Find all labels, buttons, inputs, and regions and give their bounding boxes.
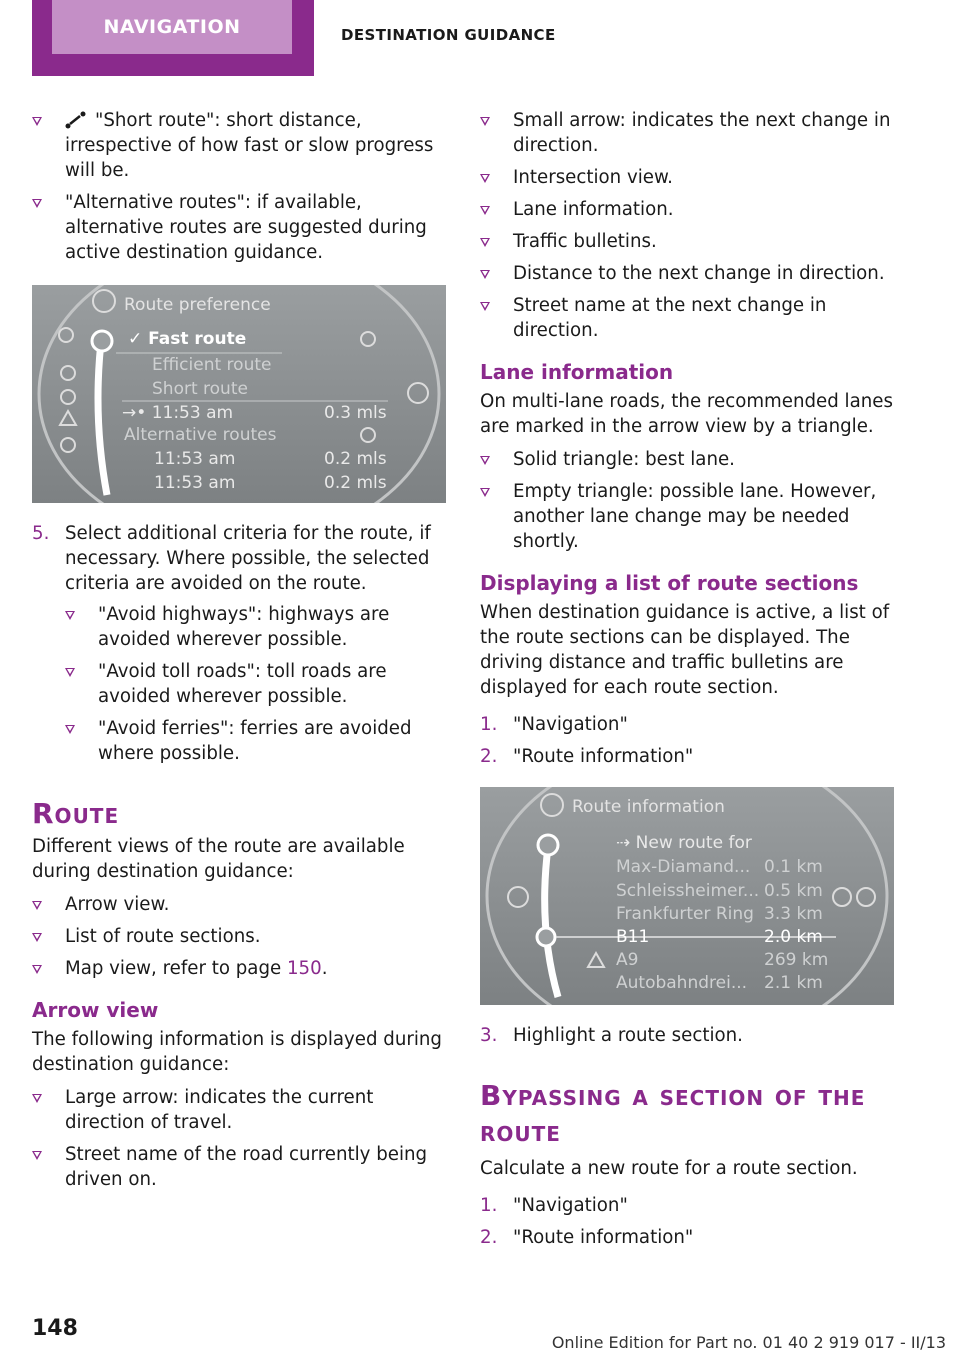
list-item: 2. "Route information" xyxy=(480,1227,694,1248)
step-list xyxy=(32,521,448,766)
section-heading-route: Route xyxy=(32,797,120,830)
menu-row: Schleissheimer... 0.5 km xyxy=(616,881,823,901)
arrow-info-list xyxy=(480,108,896,343)
list-item: 1. "Navigation" xyxy=(480,714,628,735)
triangle-bullet-icon xyxy=(480,238,490,247)
list-item: Lane information. xyxy=(480,197,896,222)
triangle-bullet-icon xyxy=(65,611,75,620)
route-views-list xyxy=(32,892,448,981)
avoid-options-list xyxy=(65,602,448,766)
route-type-list xyxy=(32,108,448,265)
menu-row: A9 269 km xyxy=(616,950,829,970)
route-sections-intro: When destination guidance is active, a list of the route sections can be displayed. The driving distance and traffic bulletins are displayed for each route section. xyxy=(480,602,890,698)
step-number: 1. xyxy=(480,714,498,735)
triangle-bullet-icon xyxy=(32,1151,42,1160)
list-item: Map view, refer to page 150. xyxy=(32,956,448,981)
step-number: 2. xyxy=(480,746,498,767)
list-item: "Alternative routes": if available, alternative routes are suggested during active destination guidance. xyxy=(32,190,448,265)
list-item: Traffic bulletins. xyxy=(480,229,896,254)
step-number: 5. xyxy=(32,523,50,544)
subsection-heading-route-sections: Displaying a list of route sections xyxy=(480,571,859,595)
triangle-bullet-icon xyxy=(32,1094,42,1103)
list-item: Small arrow: indicates the next change in direction. xyxy=(480,108,896,158)
list-item: 2. "Route information" xyxy=(480,746,694,767)
subsection-heading-lane-information: Lane information xyxy=(480,360,674,384)
left-column xyxy=(32,108,448,1199)
list-item: Solid triangle: best lane. xyxy=(480,447,896,472)
menu-row: Alternative routes xyxy=(124,425,277,445)
right-column xyxy=(480,108,896,1257)
menu-row: Max-Diamand... 0.1 km xyxy=(616,857,823,877)
screenshot-title: Route information xyxy=(572,797,725,817)
page-link[interactable]: 150 xyxy=(286,958,322,979)
lane-info-intro: On multi-lane roads, the recommended lanes are marked in the arrow view by a triangle. xyxy=(480,391,893,437)
header-section-label: NAVIGATION xyxy=(52,0,292,54)
list-item: 1. "Navigation" xyxy=(480,1195,628,1216)
route-icon: ⇢ xyxy=(616,833,636,853)
edition-footer: Online Edition for Part no. 01 40 2 919 017 - II/13 xyxy=(551,1333,946,1352)
triangle-bullet-icon xyxy=(480,174,490,183)
short-route-icon xyxy=(65,111,87,129)
step-number: 3. xyxy=(480,1025,498,1046)
list-item: Arrow view. xyxy=(32,892,448,917)
step-number: 1. xyxy=(480,1195,498,1216)
list-item: "Avoid highways": highways are avoided wherever possible. xyxy=(65,602,448,652)
menu-row: Frankfurter Ring 3.3 km xyxy=(616,904,823,924)
page-number: 148 xyxy=(32,1316,78,1341)
triangle-bullet-icon xyxy=(480,456,490,465)
triangle-bullet-icon xyxy=(480,488,490,497)
bypass-intro: Calculate a new route for a route section. xyxy=(480,1158,858,1179)
triangle-bullet-icon xyxy=(480,302,490,311)
route-preference-screenshot xyxy=(32,285,446,503)
arrow-view-intro: The following information is displayed during destination guidance: xyxy=(32,1029,442,1075)
section-heading-bypassing: Bypassing a section of the route xyxy=(480,1079,866,1148)
list-item: "Avoid ferries": ferries are avoided where possible. xyxy=(65,716,448,766)
triangle-bullet-icon xyxy=(480,270,490,279)
arrow-view-list xyxy=(32,1085,448,1192)
list-item: 5. Select additional criteria for the route, if necessary. Where possible, the selected criteria are avoided on the route. "Avoid highways": highways are avoided wherever possible. "Avoid toll roads": toll roads are avoided wherever possible. "Avoid ferries": ferries are avoided where possible. xyxy=(32,521,448,766)
list-item: Large arrow: indicates the current direction of travel. xyxy=(32,1085,448,1135)
triangle-bullet-icon xyxy=(32,933,42,942)
step-number: 2. xyxy=(480,1227,498,1248)
triangle-bullet-icon xyxy=(65,725,75,734)
menu-row: ✓ Fast route xyxy=(128,329,247,349)
list-item: "Short route": short distance, irrespective of how fast or slow progress will be. xyxy=(32,108,448,183)
triangle-bullet-icon xyxy=(32,965,42,974)
triangle-bullet-icon xyxy=(480,117,490,126)
list-item: Street name of the road currently being driven on. xyxy=(32,1142,448,1192)
subsection-heading-arrow-view: Arrow view xyxy=(32,998,159,1022)
triangle-bullet-icon xyxy=(32,901,42,910)
screenshot-title: Route preference xyxy=(124,295,271,315)
bypass-steps xyxy=(480,1193,896,1250)
menu-row: Efficient route xyxy=(152,355,272,375)
arrow-icon: →• xyxy=(122,403,152,423)
list-item: List of route sections. xyxy=(32,924,448,949)
list-item: Distance to the next change in direction. xyxy=(480,261,896,286)
list-item: "Avoid toll roads": toll roads are avoided wherever possible. xyxy=(65,659,448,709)
route-sections-steps xyxy=(480,712,896,769)
highlight-step xyxy=(480,1023,896,1048)
menu-row: 11:53 am 0.2 mls xyxy=(154,449,387,469)
list-item: Street name at the next change in direction. xyxy=(480,293,896,343)
menu-row: Short route xyxy=(152,379,248,399)
lane-info-list xyxy=(480,447,896,554)
menu-row: ⇢ New route for xyxy=(616,833,752,853)
list-item: Intersection view. xyxy=(480,165,896,190)
list-item: Empty triangle: possible lane. However, another lane change may be needed shortly. xyxy=(480,479,896,554)
menu-row: Autobahndrei... 2.1 km xyxy=(616,973,823,993)
header-subsection-label: DESTINATION GUIDANCE xyxy=(341,26,556,44)
route-intro: Different views of the route are available during destination guidance: xyxy=(32,836,405,882)
triangle-bullet-icon xyxy=(32,199,42,208)
menu-row: →• 11:53 am 0.3 mls xyxy=(122,403,387,423)
triangle-bullet-icon xyxy=(65,668,75,677)
menu-row-highlighted: B11 2.0 km xyxy=(616,927,823,947)
route-information-screenshot xyxy=(480,787,894,1005)
list-item: 3. Highlight a route section. xyxy=(480,1025,743,1046)
triangle-bullet-icon xyxy=(480,206,490,215)
triangle-bullet-icon xyxy=(32,117,42,126)
menu-row: 11:53 am 0.2 mls xyxy=(154,473,387,493)
